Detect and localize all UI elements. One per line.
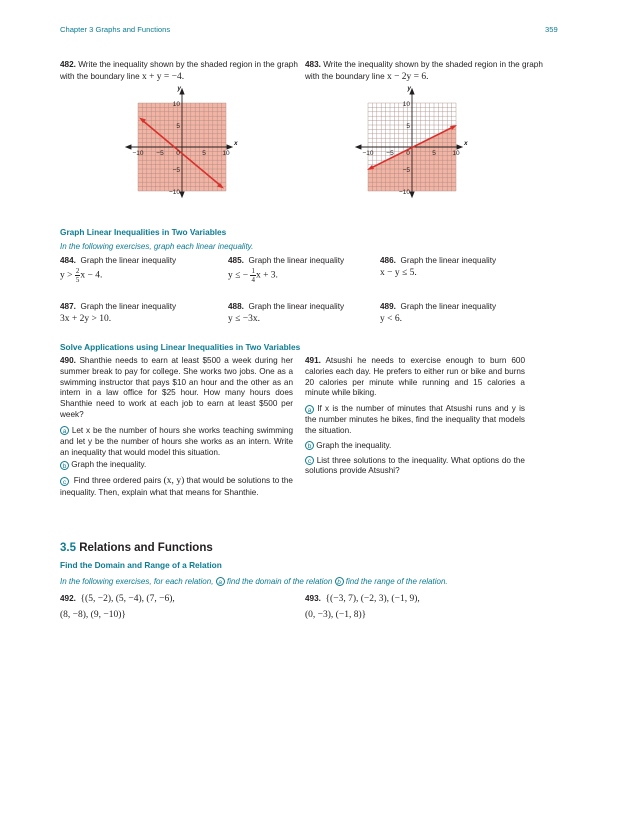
part-c-marker: c [60,477,69,486]
instr-part-2: find the domain of the relation [226,577,333,586]
section-title: Solve Applications using Linear Inequalities in Two Variables [60,342,301,352]
exercise-number: 490. [60,356,76,365]
exercise-number: 487. [60,302,76,311]
part-a-text: If x is the number of minutes that Atsushi runs and y is the number minutes he bikes, find the inequality that models the situation. [305,404,526,435]
exercise-math: y ≤ −3x. [228,313,260,324]
section-instructions [60,577,448,588]
relation-line-1: {(5, −2), (5, −4), (7, −6), [80,594,175,604]
subsection-title: Find the Domain and Range of a Relation [60,560,222,570]
exercise-text: Write the inequality shown by the shaded region in the graph with the boundary line [60,60,298,81]
exercise-482 [60,60,305,83]
instr-part-1: In the following exercises, for each relation, [60,577,214,586]
exercise-text: Graph the linear inequality [248,302,345,311]
section-instructions: In the following exercises, graph each linear inequality. [60,242,254,251]
exercise-math-post: x + 3. [255,270,278,281]
tick-x-10: 10 [222,150,230,157]
fraction-denominator: 4 [251,275,255,284]
tick-x-neg10: −10 [362,150,374,157]
part-c-text-pre: Find three ordered pairs [73,476,162,486]
relation-line-2: (0, −3), (−1, 8)} [305,609,367,620]
tick-y-neg10: −10 [398,189,410,196]
part-a-marker: a [305,405,314,414]
exercise-483 [305,60,550,83]
exercise-text: Atsushi he needs to exercise enough to burn 600 calories each day. He prefers to either run or bike and burns 20 calories per minute while running and 15 calories a minute while biking. [305,356,525,398]
exercise-number: 493. [305,594,321,603]
tick-y-5: 5 [406,123,410,130]
part-b-text: Graph the inequality. [316,440,392,450]
tick-origin: 0 [406,150,410,157]
part-c-text: List three solutions to the inequality. What options do the solutions provide Atsushi? [305,455,525,476]
exercise-number: 489. [380,302,396,311]
part-a-marker: a [216,577,225,586]
exercise-484 [60,256,215,284]
exercise-math-pre: y ≤ − [228,270,249,281]
part-b-marker: b [305,441,314,450]
part-c-text-post: that would be solutions to the inequality. Then, explain what that means for Shanthie. [60,476,293,497]
exercise-number: 482. [60,60,76,69]
section-title: Graph Linear Inequalities in Two Variables [60,227,227,237]
exercise-math: 3x + 2y > 10. [60,313,112,324]
relation-line-1: {(−3, 7), (−2, 3), (−1, 9), [325,594,420,604]
fraction-numerator: 1 [251,266,255,275]
section-heading [60,541,213,556]
tick-y-neg10: −10 [168,189,180,196]
exercise-text: Graph the linear inequality [400,256,497,265]
exercise-text: Graph the linear inequality [80,302,177,311]
exercise-486 [380,256,520,279]
tick-y-neg5: −5 [402,167,410,174]
tick-y-neg5: −5 [172,167,180,174]
y-axis-label: y [407,85,411,92]
exercise-490 [60,356,293,499]
exercise-number: 485. [228,256,244,265]
exercise-text: Write the inequality shown by the shaded region in the graph with the boundary line [305,60,543,81]
tick-origin: 0 [176,150,180,157]
fraction-numerator: 2 [75,266,80,275]
exercise-485 [228,256,368,284]
part-b-text: Graph the inequality. [71,460,147,470]
part-a-text: Let x be the number of hours she works teaching swimming and let y be the number of hours she works as an intern. Write an inequality that would model this situation. [60,425,293,457]
exercise-number: 488. [228,302,244,311]
x-axis-label: x [234,140,238,147]
part-b-marker: b [60,461,69,470]
graph-482 [120,83,238,198]
tick-y-10: 10 [172,101,180,108]
exercise-491 [305,356,525,477]
tick-x-neg5: −5 [156,150,164,157]
section-heading-title: Relations and Functions [79,542,213,554]
page-number: 359 [545,25,558,34]
chapter-header: Chapter 3 Graphs and Functions [60,25,171,34]
section-number: 3.5 [60,542,76,554]
exercise-489 [380,302,520,325]
exercise-math: x + y = −4. [141,71,185,82]
x-axis-label: x [464,140,468,147]
instr-part-3: find the range of the relation. [345,577,448,586]
tick-x-neg5: −5 [386,150,394,157]
exercise-text: Graph the linear inequality [248,256,345,265]
part-c-marker: c [305,456,314,465]
exercise-488 [228,302,368,325]
exercise-number: 486. [380,256,396,265]
part-c-math: (x, y) [163,476,185,487]
exercise-493 [305,593,545,621]
exercise-number: 484. [60,256,76,265]
exercise-math: y < 6. [380,313,402,324]
tick-x-10: 10 [452,150,460,157]
exercise-text: Graph the linear inequality [80,256,177,265]
tick-x-5: 5 [432,150,436,157]
exercise-492 [60,593,300,621]
exercise-text: Shanthie needs to earn at least $500 a week during her summer break to pay for college. She works two jobs. One as a swimming instructor that pays $10 an hour and the other as an intern in a law office for $25 hour. How many hours does Shanthie need to work at each job to earn at least $500 per week? [60,356,293,420]
tick-x-neg10: −10 [132,150,144,157]
exercise-number: 483. [305,60,321,69]
tick-y-10: 10 [402,101,410,108]
exercise-number: 492. [60,594,76,603]
relation-line-2: (8, −8), (9, −10)} [60,609,126,620]
exercise-math: x − y ≤ 5. [380,267,417,278]
tick-x-5: 5 [202,150,206,157]
exercise-487 [60,302,215,325]
y-axis-label: y [177,85,181,92]
tick-y-5: 5 [176,123,180,130]
exercise-math-post: x − 4. [80,270,103,281]
fraction-denominator: 5 [75,275,80,284]
graph-483 [350,83,468,198]
part-a-marker: a [60,426,69,435]
exercise-math-pre: y > [60,270,73,281]
part-b-marker: b [335,577,344,586]
exercise-text: Graph the linear inequality [400,302,497,311]
exercise-number: 491. [305,356,321,365]
exercise-math: x − 2y = 6. [386,71,429,82]
